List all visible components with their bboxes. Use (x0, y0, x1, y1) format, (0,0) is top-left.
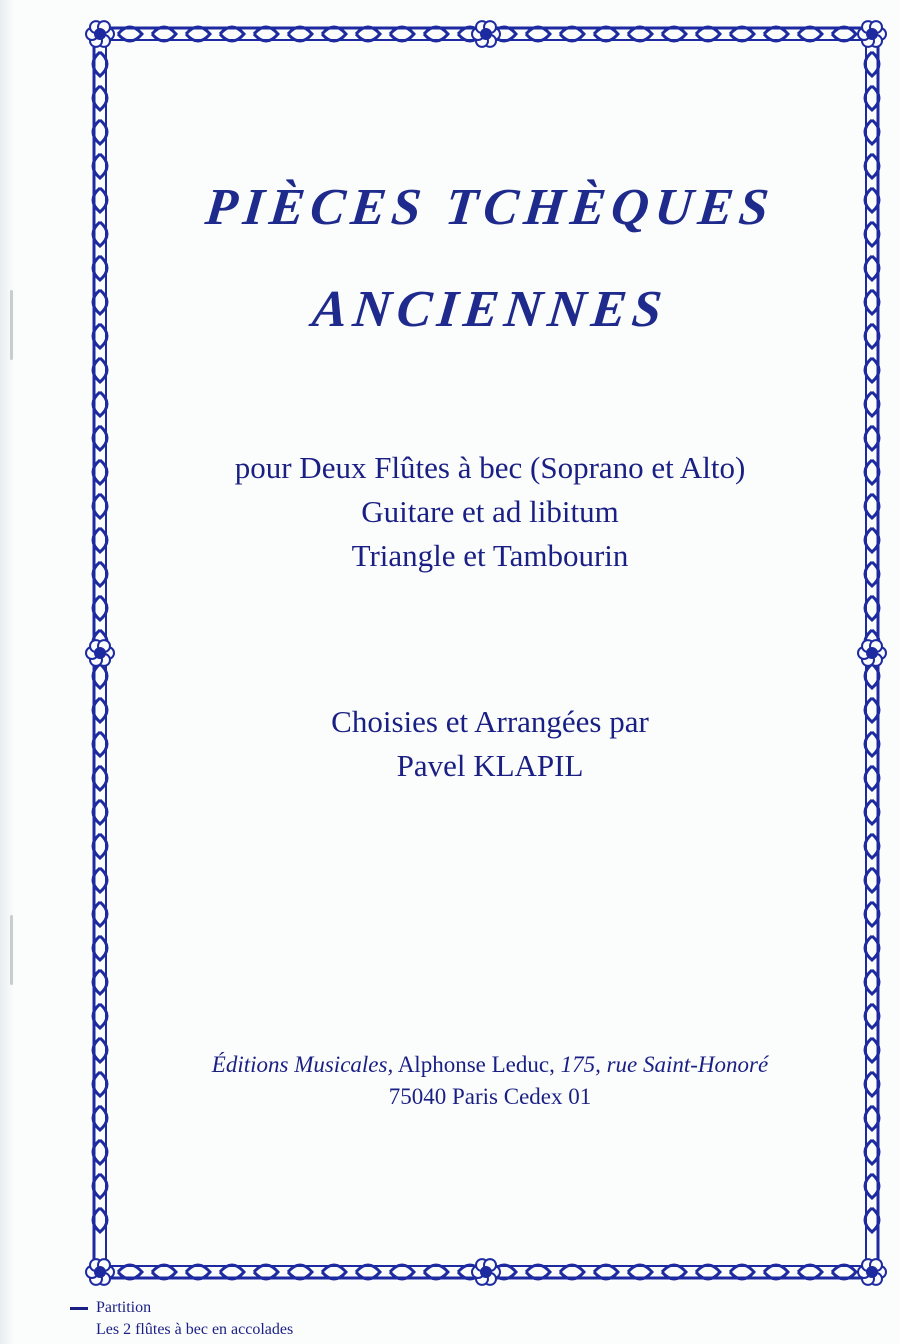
edition-note: Les 2 flûtes à bec en accolades (96, 1321, 294, 1338)
flower-center (481, 29, 491, 39)
cover-title-line-2: ANCIENNES (309, 281, 671, 338)
publisher-imprint: Éditions Musicales, (211, 1052, 394, 1077)
flower-center (95, 29, 105, 39)
publisher-line-2: 75040 Paris Cedex 01 (388, 1084, 592, 1109)
flower-center (867, 29, 877, 39)
dash-mark (70, 1307, 88, 1310)
arranged-by-label: Choisies et Arrangées par (331, 704, 649, 739)
arranger-block (100, 700, 880, 788)
instrumentation-line: Guitare et ad libitum (361, 494, 619, 529)
publisher-line-1 (100, 1052, 880, 1078)
flower-center (867, 1267, 877, 1277)
flower-center (95, 648, 105, 658)
cover-title-line-1: PIÈCES TCHÈQUES (202, 179, 778, 236)
instrumentation-block (100, 446, 880, 578)
flower-center (481, 1267, 491, 1277)
flower-center (867, 648, 877, 658)
publisher-address: 175, rue Saint-Honoré (560, 1052, 769, 1077)
edition-label-row (70, 1298, 151, 1318)
edition-label: Partition (96, 1299, 152, 1316)
instrumentation-line: Triangle et Tambourin (351, 538, 629, 573)
publisher-name: Alphonse Leduc, (393, 1052, 561, 1077)
instrumentation-line: pour Deux Flûtes à bec (Soprano et Alto) (234, 450, 746, 485)
arranger-name: Pavel KLAPIL (396, 748, 584, 783)
flower-center (95, 1267, 105, 1277)
